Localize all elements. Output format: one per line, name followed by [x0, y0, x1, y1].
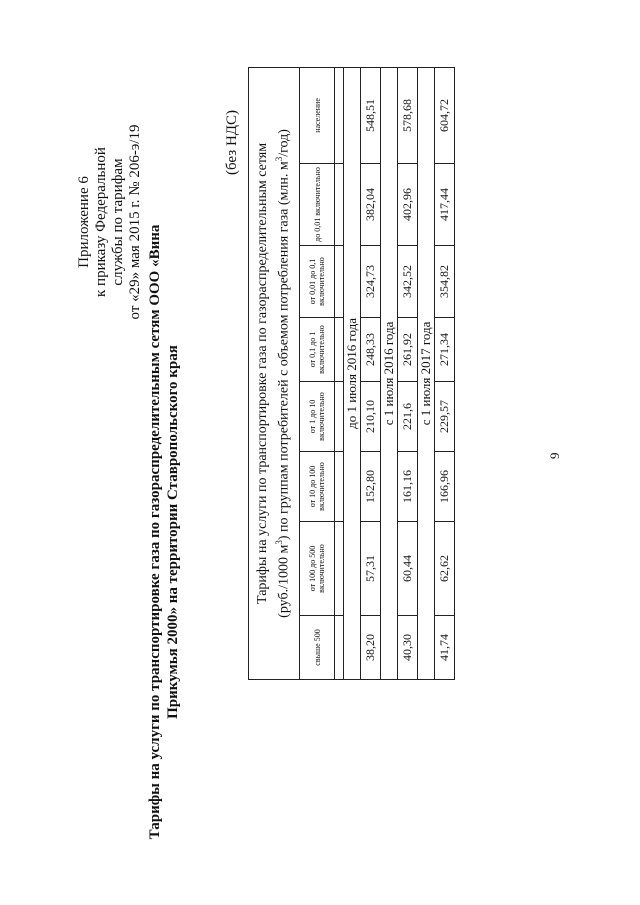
appendix-block	[76, 52, 144, 392]
empty-cell	[335, 318, 344, 382]
tariff-value: 210,10	[361, 382, 381, 452]
tariff-value: 261,92	[398, 318, 418, 382]
spacer-row	[335, 67, 344, 679]
empty-cell	[335, 246, 344, 318]
tariff-value: 382,04	[361, 164, 381, 246]
page-number: 9	[547, 452, 562, 459]
document-title: Тарифы на услуги по транспортировке газа по газораспределительным сетям ООО «Вина Прикумья 2000» на территории Ставропольского края	[147, 224, 181, 840]
rotated-sheet	[40, 12, 600, 892]
tariff-value: 38,20	[361, 616, 381, 680]
tariff-value: 342,52	[398, 246, 418, 318]
table-row	[361, 67, 381, 679]
table-caption	[249, 67, 300, 679]
column-header: от 10 до 100 включительно	[300, 452, 335, 522]
empty-cell	[335, 522, 344, 616]
column-header: население	[300, 67, 335, 163]
table-row	[435, 67, 455, 679]
column-header: от 0,1 до 1 включительно	[300, 318, 335, 382]
caption-part-a: (руб./1000 м	[276, 544, 292, 618]
tariff-value: 324,73	[361, 246, 381, 318]
caption-part-b: ) по группам потребителей с объемом потребления газа (млн. м	[276, 161, 292, 541]
column-header: от 100 до 500 включительно	[300, 522, 335, 616]
table-caption-line-2	[271, 68, 293, 679]
tariff-value: 60,44	[398, 522, 418, 616]
tariff-value: 166,96	[435, 452, 455, 522]
column-header: свыше 500	[300, 616, 335, 680]
tariff-value: 221,6	[398, 382, 418, 452]
column-header: до 0,01 включительно	[300, 164, 335, 246]
empty-cell	[335, 67, 344, 163]
tariff-value: 248,33	[361, 318, 381, 382]
caption-sup-1: 3	[274, 540, 285, 545]
period-label: до 1 июля 2016 года	[344, 67, 361, 679]
tariff-table	[248, 67, 455, 680]
tariff-value: 417,44	[435, 164, 455, 246]
empty-cell	[335, 164, 344, 246]
appendix-line-2: к приказу Федеральной	[93, 147, 109, 297]
tariff-value: 548,51	[361, 67, 381, 163]
column-header: от 1 до 10 включительно	[300, 382, 335, 452]
column-header: от 0,01 до 0,1 включительно	[300, 246, 335, 318]
tariff-value: 604,72	[435, 67, 455, 163]
tariff-value: 40,30	[398, 616, 418, 680]
table-row	[398, 67, 418, 679]
appendix-line-1: Приложение 6	[76, 176, 92, 268]
tariff-value: 161,16	[398, 452, 418, 522]
appendix-line-3: службы по тарифам	[110, 158, 126, 286]
tariff-value: 402,96	[398, 164, 418, 246]
appendix-line-4: от «29» мая 2015 г. № 206-э/19	[127, 124, 143, 320]
tariff-value: 152,80	[361, 452, 381, 522]
tariff-value: 41,74	[435, 616, 455, 680]
tariff-value: 57,31	[361, 522, 381, 616]
table-caption-line-1: Тарифы на услуги по транспортировке газа по газораспределительным сетям	[255, 142, 271, 604]
empty-cell	[335, 452, 344, 522]
tariff-value: 578,68	[398, 67, 418, 163]
period-label: с 1 июля 2017 года	[418, 67, 435, 679]
tariff-value: 62,62	[435, 522, 455, 616]
empty-cell	[335, 616, 344, 680]
caption-part-c: /год)	[276, 129, 292, 157]
empty-cell	[335, 382, 344, 452]
no-vat-note: (без НДС)	[224, 109, 240, 175]
period-label: с 1 июля 2016 года	[381, 67, 398, 679]
tariff-value: 229,57	[435, 382, 455, 452]
tariff-value: 271,34	[435, 318, 455, 382]
tariff-value: 354,82	[435, 246, 455, 318]
column-header-row	[300, 67, 335, 679]
caption-sup-2: 3	[274, 156, 285, 162]
